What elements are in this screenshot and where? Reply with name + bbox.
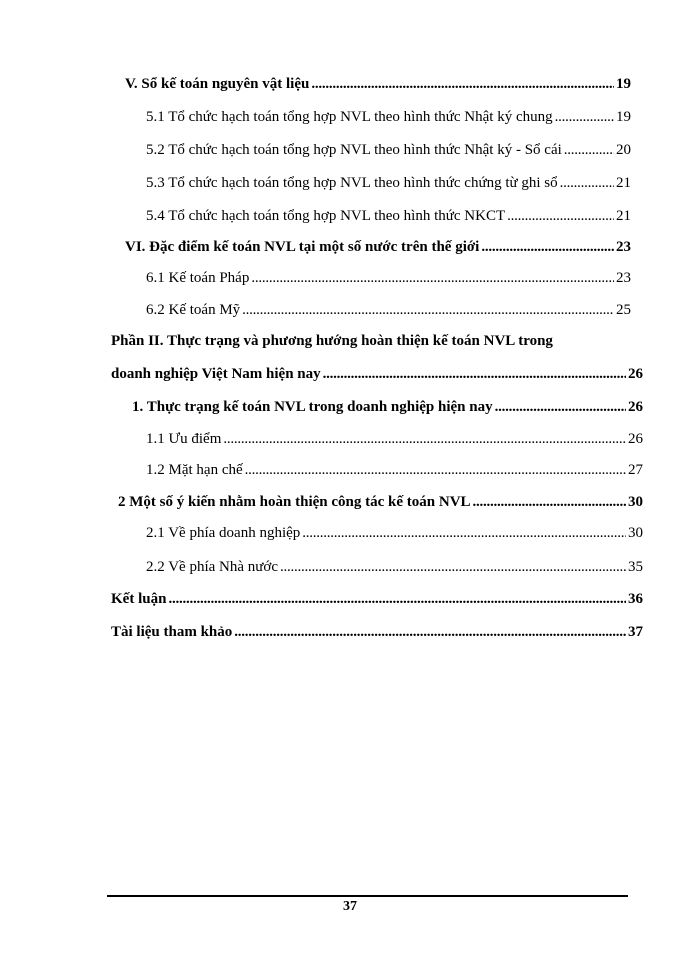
toc-entry-2-1[interactable]: 2.1 Về phía doanh nghiệp . . . 30 (146, 523, 643, 543)
toc-entry-2-2[interactable]: 2.2 Về phía Nhà nước . . . 35 (146, 557, 643, 577)
toc-entry-5-3[interactable]: 5.3 Tổ chức hạch toán tổng hợp NVL theo hình thức chứng từ ghi sổ . . . 21 (146, 173, 631, 193)
toc-entry-section-v[interactable]: V. Sổ kế toán nguyên vật liệu . . . 19 (125, 74, 631, 94)
toc-entry-conclusion[interactable]: Kết luận . . . 36 (111, 589, 643, 609)
toc-entry-1-1[interactable]: 1.1 Ưu điểm . . . 26 (146, 429, 643, 449)
toc-entry-section-vi[interactable]: VI. Đặc điểm kế toán NVL tại một số nước trên thế giới . . . 23 (125, 237, 631, 257)
toc-entry-1-2[interactable]: 1.2 Mặt hạn chế . . . 27 (146, 460, 643, 480)
toc-entry-references[interactable]: Tài liệu tham khảo . . . 37 (111, 622, 643, 642)
toc-entry-5-4[interactable]: 5.4 Tổ chức hạch toán tổng hợp NVL theo hình thức NKCT . . . 21 (146, 206, 631, 226)
toc-entry-2[interactable]: 2 Một số ý kiến nhằm hoàn thiện công tác kế toán NVL . . . 30 (118, 492, 643, 512)
toc-entry-5-1[interactable]: 5.1 Tổ chức hạch toán tổng hợp NVL theo hình thức Nhật ký chung . . . 19 (146, 107, 631, 127)
toc-entry-6-1[interactable]: 6.1 Kế toán Pháp . . . 23 (146, 268, 631, 288)
footer-page-number: 37 (343, 899, 357, 914)
toc-entry-1[interactable]: 1. Thực trạng kế toán NVL trong doanh nghiệp hiện nay . . . 26 (132, 397, 643, 417)
toc-entry-part-ii-line1[interactable]: Phần II. Thực trạng và phương hướng hoàn thiện kế toán NVL trong (111, 333, 553, 349)
footer-divider (107, 895, 628, 897)
toc-entry-5-2[interactable]: 5.2 Tổ chức hạch toán tổng hợp NVL theo hình thức Nhật ký - Sổ cái . . . 20 (146, 140, 631, 160)
toc-entry-6-2[interactable]: 6.2 Kế toán Mỹ . . . 25 (146, 300, 631, 320)
toc-entry-part-ii-line2[interactable]: doanh nghiệp Việt Nam hiện nay . . . 26 (111, 364, 643, 384)
